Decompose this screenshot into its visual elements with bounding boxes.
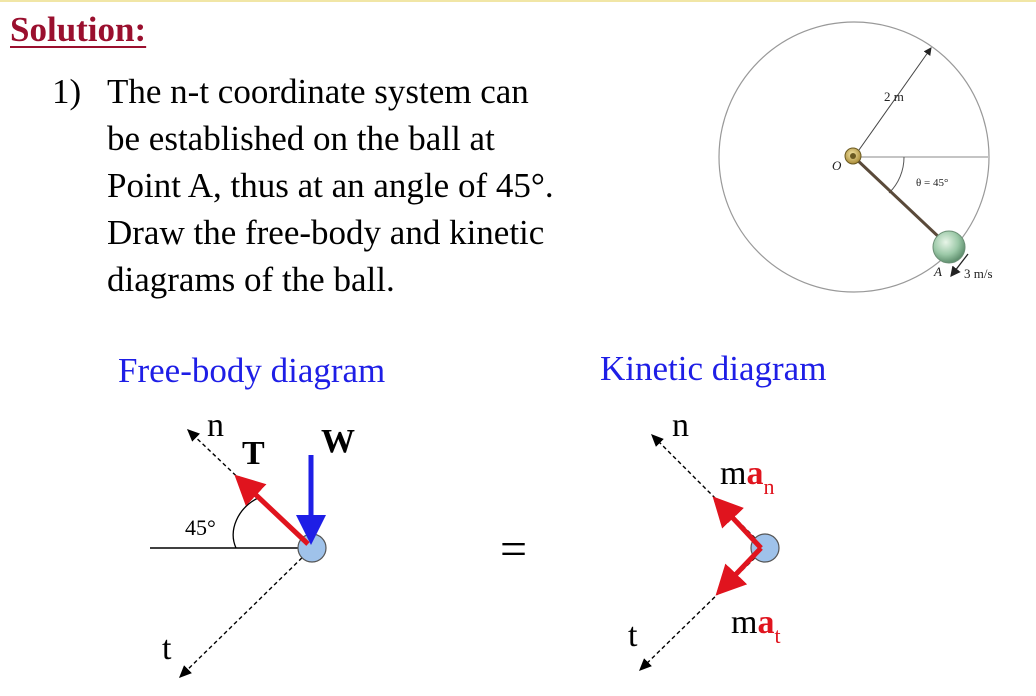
mat-label: $ma_t$ [731, 604, 781, 648]
weight-label: W [321, 423, 355, 460]
tension-label: T [242, 435, 265, 472]
kinetic-title: Kinetic diagram [600, 349, 827, 388]
kd-n-label: n [672, 407, 689, 444]
radius-label: 2 m [884, 89, 904, 104]
theta-label: θ = 45° [916, 177, 949, 189]
step-line-2: be established on the ball at [107, 119, 495, 158]
fbd-t-label: t [162, 630, 172, 667]
equals-sign: = [500, 523, 528, 576]
man-arrow [716, 500, 761, 548]
fbd-title: Free-body diagram [118, 351, 386, 390]
fbd-angle-label: 45° [185, 515, 216, 540]
solution-heading: Solution: [10, 10, 147, 49]
step-line-4: Draw the free-body and kinetic [107, 213, 545, 252]
point-a-label: A [934, 264, 942, 279]
speed-label: 3 m/s [964, 266, 993, 281]
step-line-1: The n-t coordinate system can [107, 72, 529, 111]
kd-t-label: t [628, 617, 638, 654]
step-number: 1) [52, 72, 82, 111]
fbd-t-axis [180, 548, 312, 677]
step-line-5: diagrams of the ball. [107, 260, 395, 299]
tension-arrow [238, 478, 308, 544]
mat-arrow [719, 548, 761, 592]
pivot-label: O [832, 158, 842, 173]
step-line-3: Point A, thus at an angle of 45°. [107, 166, 554, 205]
man-label: $ma_n$ [720, 455, 775, 499]
fbd-n-label: n [207, 407, 224, 444]
fbd-angle-arc [233, 498, 258, 548]
